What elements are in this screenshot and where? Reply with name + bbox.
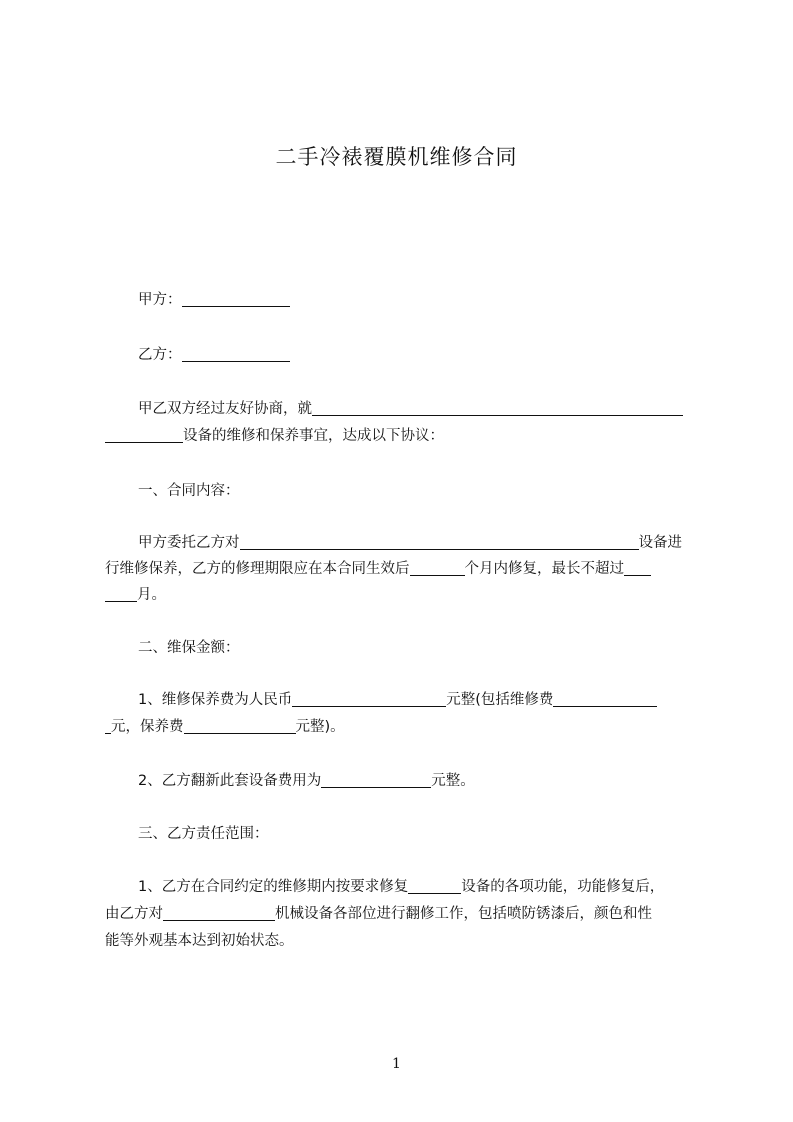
section1-text-5: 月。 — [137, 587, 166, 603]
section2-item2-text-2: 元整。 — [431, 773, 475, 789]
repair-equipment-blank — [240, 534, 639, 550]
party-b-blank — [182, 346, 290, 362]
refurbish-fee-blank — [321, 772, 431, 788]
restore-equipment-blank — [408, 878, 461, 894]
section3-item1-text-4: 机械设备各部位进行翻修工作，包括喷防锈漆后，颜色和性 — [275, 906, 652, 922]
party-b-label: 乙方： — [138, 347, 182, 363]
section1-text-2: 设备进 — [638, 535, 682, 551]
section3-heading: 三、乙方责任范围： — [138, 826, 269, 842]
section2-item1-text-1: 1、维修保养费为人民币 — [138, 692, 293, 708]
intro-text-2: 设备的维修和保养事宜，达成以下协议： — [183, 428, 444, 444]
intro-line-1 — [138, 399, 683, 419]
section1-text-4: 个月内修复，最长不超过 — [464, 561, 624, 577]
overhaul-equipment-blank — [163, 905, 275, 921]
party-b-line — [138, 345, 290, 365]
section2-item1-text-4: 元整)。 — [295, 719, 345, 735]
party-a-blank — [182, 291, 290, 307]
section3-item1-text-2: 设备的各项功能，功能修复后， — [461, 879, 665, 895]
section2-item2-text-1: 2、乙方翻新此套设备费用为 — [138, 773, 322, 789]
section3-item1-text-3: 由乙方对 — [105, 906, 163, 922]
section3-item1-text-1: 1、乙方在合同约定的维修期内按要求修复 — [138, 879, 409, 895]
intro-line-2 — [105, 426, 444, 446]
max-months-blank-2 — [105, 586, 137, 602]
repair-fee-blank-1 — [553, 691, 657, 707]
section2-heading: 二、维保金额： — [138, 640, 240, 656]
section1-text-3: 行维修保养，乙方的修理期限应在本合同生效后 — [105, 561, 410, 577]
page-number: 1 — [392, 1056, 401, 1072]
contract-title: 二手冷裱覆膜机维修合同 — [275, 145, 518, 169]
section1-heading: 一、合同内容： — [138, 483, 240, 499]
section1-line-2 — [105, 559, 651, 579]
section1-text-1: 甲方委托乙方对 — [138, 535, 240, 551]
section3-item1-line-1 — [138, 877, 664, 897]
maintenance-fee-blank — [184, 718, 296, 734]
equipment-blank-2 — [105, 427, 183, 443]
section2-item1-line-1 — [138, 690, 657, 710]
section2-item2-line — [138, 771, 475, 791]
max-months-blank-1 — [624, 560, 651, 576]
party-a-label: 甲方： — [138, 292, 182, 308]
section3-item1-line-3: 能等外观基本达到初始状态。 — [105, 933, 294, 949]
intro-text-1: 甲乙双方经过友好协商，就 — [138, 401, 312, 417]
section3-item1-line-2 — [105, 904, 652, 924]
section1-line-1 — [138, 533, 682, 553]
section2-item1-line-2 — [105, 717, 345, 737]
repair-months-blank — [410, 560, 465, 576]
section2-item1-text-2: 元整(包括维修费 — [446, 692, 554, 708]
section2-item1-text-3: 元，保养费 — [111, 719, 184, 735]
equipment-blank-1 — [312, 400, 683, 416]
total-fee-blank — [292, 691, 446, 707]
party-a-line — [138, 290, 290, 310]
section1-line-3 — [105, 585, 166, 605]
